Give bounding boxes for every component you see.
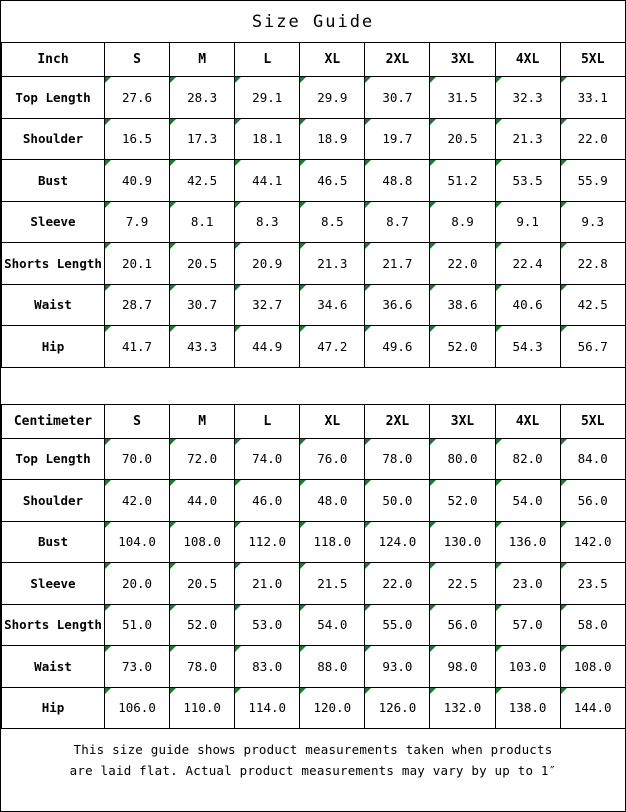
unit-header-centimeter: Centimeter — [2, 404, 105, 438]
measure-value: 54.3 — [495, 326, 560, 368]
measure-value: 21.0 — [235, 563, 300, 605]
measure-label: Bust — [2, 160, 105, 202]
size-header-l: L — [235, 43, 300, 77]
table-row — [2, 687, 626, 729]
measure-value: 58.0 — [560, 604, 625, 646]
measure-value: 32.3 — [495, 77, 560, 119]
measure-value: 70.0 — [105, 438, 170, 480]
measure-value: 30.7 — [365, 77, 430, 119]
measure-value: 18.1 — [235, 118, 300, 160]
unit-header-inch: Inch — [2, 43, 105, 77]
measure-value: 142.0 — [560, 521, 625, 563]
measure-value: 144.0 — [560, 687, 625, 729]
table-row — [2, 284, 626, 326]
measure-value: 103.0 — [495, 646, 560, 688]
measure-value: 32.7 — [235, 284, 300, 326]
measure-value: 22.0 — [365, 563, 430, 605]
table-row — [2, 160, 626, 202]
measure-value: 28.3 — [170, 77, 235, 119]
measure-value: 8.3 — [235, 201, 300, 243]
measure-value: 84.0 — [560, 438, 625, 480]
measure-value: 27.6 — [105, 77, 170, 119]
measure-value: 47.2 — [300, 326, 365, 368]
measure-value: 51.0 — [105, 604, 170, 646]
measure-value: 17.3 — [170, 118, 235, 160]
size-header-xl: XL — [300, 404, 365, 438]
size-header-m: M — [170, 404, 235, 438]
footer-line-1: This size guide shows product measurements taken when products — [73, 742, 553, 757]
measure-value: 21.3 — [495, 118, 560, 160]
measure-value: 118.0 — [300, 521, 365, 563]
measure-value: 23.0 — [495, 563, 560, 605]
size-header-4xl: 4XL — [495, 404, 560, 438]
measure-value: 20.1 — [105, 243, 170, 285]
size-header-m: M — [170, 43, 235, 77]
table-row — [2, 77, 626, 119]
size-header-s: S — [105, 43, 170, 77]
measure-value: 22.8 — [560, 243, 625, 285]
measure-label: Bust — [2, 521, 105, 563]
measure-value: 20.0 — [105, 563, 170, 605]
measure-value: 21.5 — [300, 563, 365, 605]
measure-label: Shorts Length — [2, 243, 105, 285]
measure-value: 72.0 — [170, 438, 235, 480]
measure-value: 106.0 — [105, 687, 170, 729]
measure-value: 98.0 — [430, 646, 495, 688]
measure-value: 51.2 — [430, 160, 495, 202]
measure-label: Hip — [2, 687, 105, 729]
measure-value: 43.3 — [170, 326, 235, 368]
measure-value: 42.0 — [105, 480, 170, 522]
measure-value: 114.0 — [235, 687, 300, 729]
measure-value: 22.5 — [430, 563, 495, 605]
measure-label: Shoulder — [2, 480, 105, 522]
measure-value: 124.0 — [365, 521, 430, 563]
measure-value: 31.5 — [430, 77, 495, 119]
measure-value: 52.0 — [430, 326, 495, 368]
measure-value: 19.7 — [365, 118, 430, 160]
measure-value: 110.0 — [170, 687, 235, 729]
table-row — [2, 646, 626, 688]
measure-value: 138.0 — [495, 687, 560, 729]
table-row — [2, 326, 626, 368]
table-row — [2, 521, 626, 563]
measure-value: 38.6 — [430, 284, 495, 326]
measure-value: 108.0 — [560, 646, 625, 688]
measure-value: 41.7 — [105, 326, 170, 368]
measure-label: Sleeve — [2, 563, 105, 605]
size-table-inch — [1, 42, 626, 368]
measure-label: Waist — [2, 284, 105, 326]
measure-value: 42.5 — [560, 284, 625, 326]
measure-value: 44.0 — [170, 480, 235, 522]
measure-value: 50.0 — [365, 480, 430, 522]
size-header-s: S — [105, 404, 170, 438]
measure-value: 42.5 — [170, 160, 235, 202]
size-table-centimeter — [1, 404, 626, 730]
measure-value: 120.0 — [300, 687, 365, 729]
measure-value: 8.7 — [365, 201, 430, 243]
footer-line-2: are laid flat. Actual product measurements may vary by up to 1″ — [69, 763, 557, 778]
measure-value: 130.0 — [430, 521, 495, 563]
measure-label: Hip — [2, 326, 105, 368]
measure-value: 46.0 — [235, 480, 300, 522]
measure-value: 20.5 — [170, 563, 235, 605]
table-row — [2, 480, 626, 522]
measure-label: Top Length — [2, 77, 105, 119]
measure-value: 16.5 — [105, 118, 170, 160]
measure-value: 74.0 — [235, 438, 300, 480]
measure-value: 28.7 — [105, 284, 170, 326]
measure-value: 78.0 — [365, 438, 430, 480]
size-header-4xl: 4XL — [495, 43, 560, 77]
size-header-3xl: 3XL — [430, 43, 495, 77]
measure-value: 8.5 — [300, 201, 365, 243]
measure-value: 83.0 — [235, 646, 300, 688]
measure-value: 132.0 — [430, 687, 495, 729]
measure-value: 29.9 — [300, 77, 365, 119]
measure-value: 55.9 — [560, 160, 625, 202]
measure-value: 54.0 — [495, 480, 560, 522]
measure-value: 49.6 — [365, 326, 430, 368]
measure-value: 22.4 — [495, 243, 560, 285]
measure-value: 9.3 — [560, 201, 625, 243]
table-row — [2, 201, 626, 243]
measure-value: 52.0 — [170, 604, 235, 646]
table-header-row — [2, 404, 626, 438]
table-row — [2, 438, 626, 480]
measure-value: 82.0 — [495, 438, 560, 480]
table-row — [2, 604, 626, 646]
measure-value: 29.1 — [235, 77, 300, 119]
measure-value: 44.1 — [235, 160, 300, 202]
measure-value: 93.0 — [365, 646, 430, 688]
measure-value: 21.7 — [365, 243, 430, 285]
measure-value: 20.5 — [430, 118, 495, 160]
measure-value: 56.0 — [560, 480, 625, 522]
measure-value: 8.9 — [430, 201, 495, 243]
measure-value: 57.0 — [495, 604, 560, 646]
page-title: Size Guide — [251, 12, 375, 32]
measure-label: Shorts Length — [2, 604, 105, 646]
measure-value: 22.0 — [430, 243, 495, 285]
measure-value: 20.5 — [170, 243, 235, 285]
measure-value: 18.9 — [300, 118, 365, 160]
size-header-l: L — [235, 404, 300, 438]
measure-value: 53.0 — [235, 604, 300, 646]
measure-value: 53.5 — [495, 160, 560, 202]
table-row — [2, 243, 626, 285]
size-header-5xl: 5XL — [560, 43, 625, 77]
measure-value: 56.0 — [430, 604, 495, 646]
size-header-2xl: 2XL — [365, 43, 430, 77]
table-separator — [1, 368, 625, 404]
measure-value: 112.0 — [235, 521, 300, 563]
measure-label: Top Length — [2, 438, 105, 480]
size-header-2xl: 2XL — [365, 404, 430, 438]
measure-label: Waist — [2, 646, 105, 688]
table-row — [2, 563, 626, 605]
measure-value: 33.1 — [560, 77, 625, 119]
measure-label: Shoulder — [2, 118, 105, 160]
measure-value: 76.0 — [300, 438, 365, 480]
measure-value: 40.6 — [495, 284, 560, 326]
measure-value: 52.0 — [430, 480, 495, 522]
measure-value: 22.0 — [560, 118, 625, 160]
measure-value: 136.0 — [495, 521, 560, 563]
measure-value: 40.9 — [105, 160, 170, 202]
measure-value: 8.1 — [170, 201, 235, 243]
measure-value: 78.0 — [170, 646, 235, 688]
measure-value: 30.7 — [170, 284, 235, 326]
measure-value: 48.8 — [365, 160, 430, 202]
measure-value: 54.0 — [300, 604, 365, 646]
measure-value: 48.0 — [300, 480, 365, 522]
measure-value: 80.0 — [430, 438, 495, 480]
measure-value: 7.9 — [105, 201, 170, 243]
measure-value: 88.0 — [300, 646, 365, 688]
measure-value: 73.0 — [105, 646, 170, 688]
table-row — [2, 118, 626, 160]
measure-value: 56.7 — [560, 326, 625, 368]
measure-value: 20.9 — [235, 243, 300, 285]
measure-value: 104.0 — [105, 521, 170, 563]
size-header-3xl: 3XL — [430, 404, 495, 438]
measure-value: 46.5 — [300, 160, 365, 202]
measure-label: Sleeve — [2, 201, 105, 243]
footer-note — [1, 729, 625, 781]
size-header-5xl: 5XL — [560, 404, 625, 438]
measure-value: 108.0 — [170, 521, 235, 563]
measure-value: 55.0 — [365, 604, 430, 646]
measure-value: 36.6 — [365, 284, 430, 326]
table-header-row — [2, 43, 626, 77]
measure-value: 23.5 — [560, 563, 625, 605]
measure-value: 44.9 — [235, 326, 300, 368]
measure-value: 34.6 — [300, 284, 365, 326]
size-header-xl: XL — [300, 43, 365, 77]
measure-value: 126.0 — [365, 687, 430, 729]
measure-value: 9.1 — [495, 201, 560, 243]
measure-value: 21.3 — [300, 243, 365, 285]
